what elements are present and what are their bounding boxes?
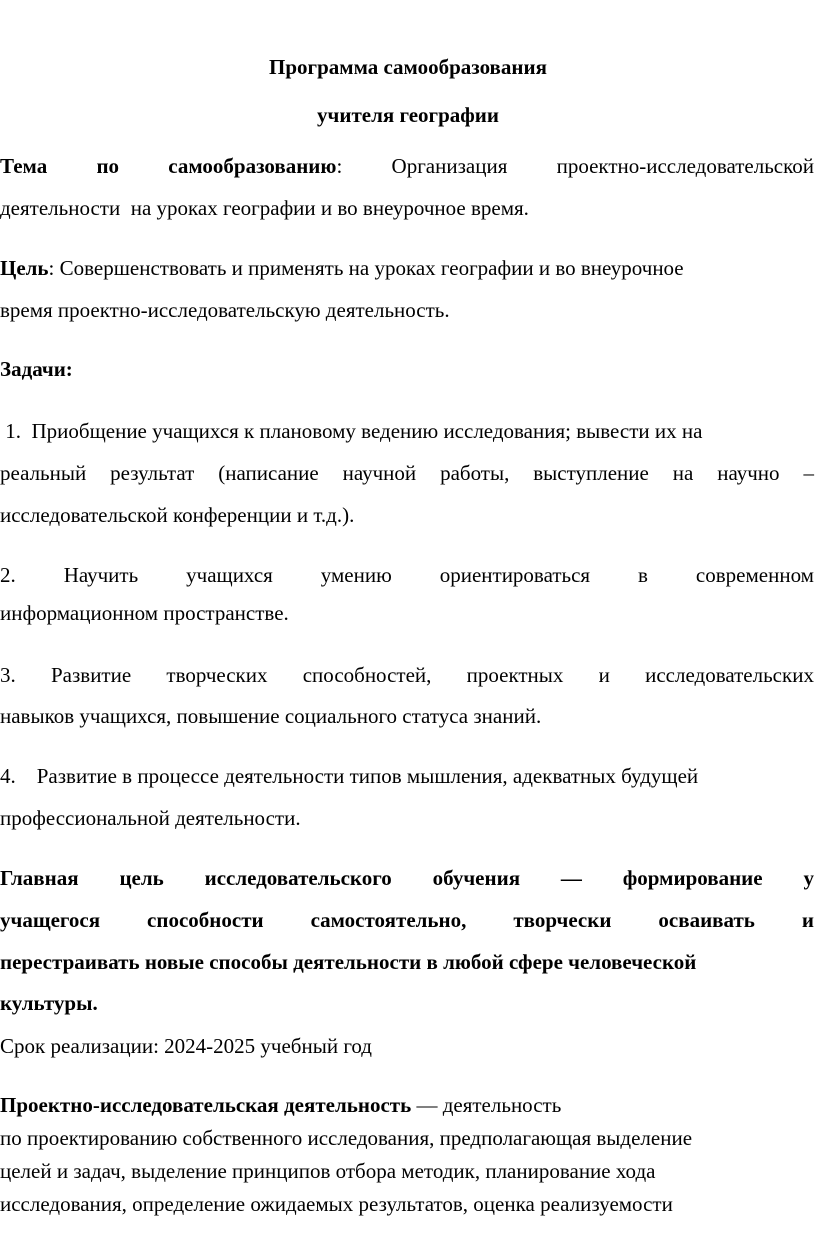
task-3-line-1 — [0, 662, 814, 688]
main-goal-word: цель — [119, 866, 164, 890]
task-2-line-1 — [0, 562, 814, 588]
implementation-term: Срок реализации: 2024-2025 учебный год — [0, 1034, 372, 1058]
task-1-word: научной — [342, 461, 417, 485]
task-4-line-1: 4. Развитие в процессе деятельности типов мышления, адекватных будущей — [0, 764, 699, 788]
task-1-word: результат — [110, 461, 195, 485]
task-3-word: проектных — [466, 663, 564, 687]
goal-label: Цель — [0, 256, 49, 280]
task-1-word: научно — [717, 461, 780, 485]
theme-line-2: деятельности на уроках географии и во внеурочное время. — [0, 196, 529, 220]
theme-text-word: Организация — [391, 154, 508, 178]
task-3-word: исследовательских — [645, 663, 814, 687]
goal-text: : Совершенствовать и применять на уроках географии и во внеурочное — [48, 256, 684, 280]
task-3-line-2: навыков учащихся, повышение социального статуса знаний. — [0, 704, 542, 728]
goal-line-1 — [0, 255, 814, 281]
main-goal-line-3: перестраивать новые способы деятельности в любой сфере человеческой — [0, 950, 697, 974]
theme-label-word: самообразованию — [168, 154, 337, 178]
task-1-word: работы, — [440, 461, 510, 485]
definition-line-1 — [0, 1092, 814, 1118]
definition-line-3: целей и задач, выделение принципов отбора методик, планирование хода — [0, 1159, 656, 1183]
goal-line-2: время проектно-исследовательскую деятельность. — [0, 298, 450, 322]
task-2-word: умению — [320, 563, 392, 587]
task-3-word: творческих — [166, 663, 268, 687]
main-goal-word: Главная — [0, 866, 79, 890]
task-2-line-2: информационном пространстве. — [0, 601, 289, 625]
theme-label-word: Тема — [0, 154, 48, 178]
task-3-word: Развитие — [50, 663, 132, 687]
main-goal-line-4: культуры. — [0, 991, 98, 1015]
task-1-line-1: 1. Приобщение учащихся к плановому ведению исследования; вывести их на — [0, 419, 703, 443]
task-1-line-3: исследовательской конференции и т.д.). — [0, 503, 355, 527]
main-goal-line-1 — [0, 865, 814, 891]
theme-colon: : — [336, 154, 343, 178]
main-goal-word: — — [560, 866, 582, 890]
title-line-2: учителя географии — [317, 103, 499, 127]
task-4-line-2: профессиональной деятельности. — [0, 806, 301, 830]
theme-label-group — [168, 153, 342, 179]
theme-label-word: по — [96, 154, 120, 178]
definition-text: — деятельность — [411, 1093, 562, 1117]
main-goal-word: у — [803, 866, 814, 890]
main-goal-word: способности — [147, 908, 264, 932]
main-goal-word: исследовательского — [204, 866, 392, 890]
main-goal-word: учащегося — [0, 908, 101, 932]
main-goal-word: осваивать — [658, 908, 755, 932]
task-3-word: способностей, — [302, 663, 432, 687]
main-goal-line-2 — [0, 907, 814, 933]
main-goal-word: формирование — [622, 866, 763, 890]
task-1-word: – — [803, 461, 814, 485]
main-goal-word: и — [801, 908, 814, 932]
definition-line-4: исследования, определение ожидаемых результатов, оценка реализуемости — [0, 1192, 673, 1216]
tasks-heading: Задачи: — [0, 357, 73, 381]
main-goal-word: обучения — [432, 866, 521, 890]
task-2-word: 2. — [0, 563, 16, 587]
task-2-word: Научить — [63, 563, 139, 587]
definition-line-2: по проектированию собственного исследования, предполагающая выделение — [0, 1126, 693, 1150]
task-1-line-2 — [0, 460, 814, 486]
task-1-word: на — [672, 461, 694, 485]
task-3-word: 3. — [0, 663, 16, 687]
theme-line-1 — [0, 153, 814, 179]
task-1-word: выступление — [533, 461, 649, 485]
definition-term: Проектно-исследовательская деятельность — [0, 1093, 412, 1117]
task-1-word: (написание — [218, 461, 319, 485]
task-2-word: учащихся — [186, 563, 273, 587]
task-1-word: реальный — [0, 461, 87, 485]
theme-text-word: проектно-исследовательской — [556, 154, 814, 178]
task-2-word: современном — [695, 563, 814, 587]
main-goal-word: самостоятельно, — [310, 908, 467, 932]
task-2-word: ориентироваться — [439, 563, 591, 587]
main-goal-word: творчески — [513, 908, 612, 932]
task-3-word: и — [598, 663, 610, 687]
title-line-1: Программа самообразования — [269, 55, 547, 79]
task-2-word: в — [638, 563, 648, 587]
